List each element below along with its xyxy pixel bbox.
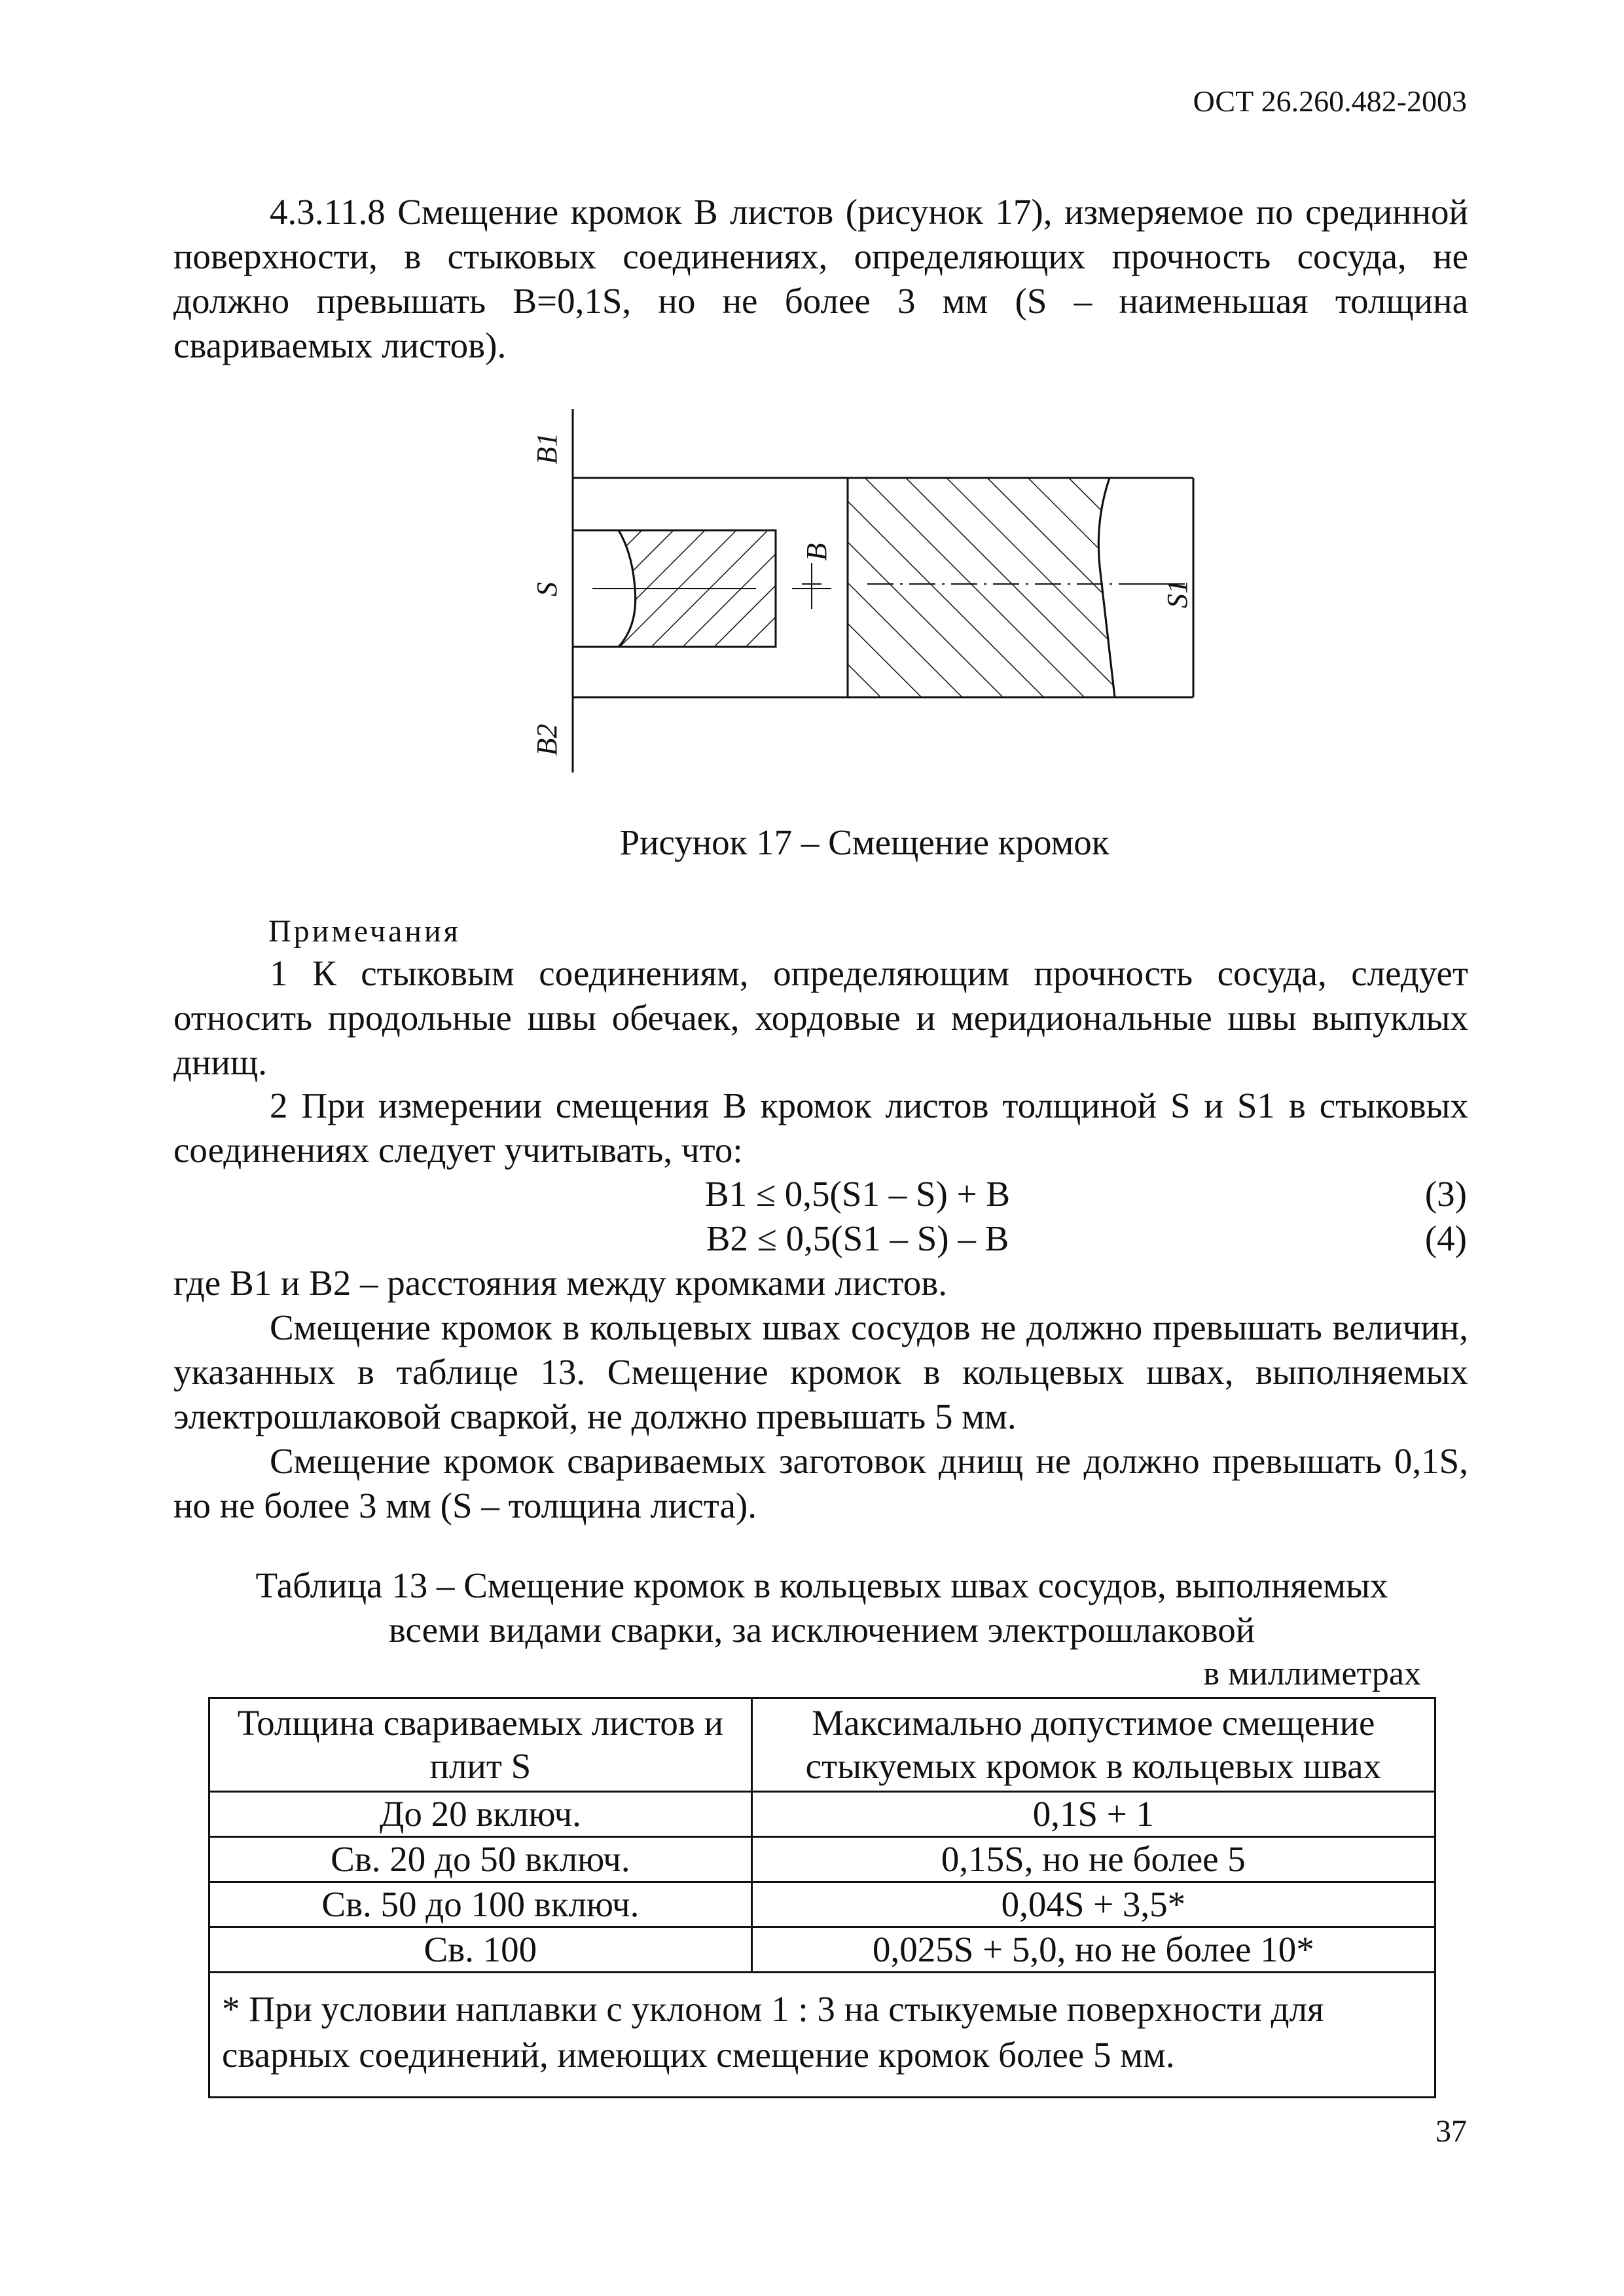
label-s: S	[531, 582, 563, 596]
note-1: 1 К стыковым соединениям, определяющим прочность сосуда, следует относить продольные швы обечаек, хордовые и меридиональные швы выпуклых днищ.	[173, 953, 1468, 1082]
table-13	[208, 1697, 1436, 2098]
cell-offset: 0,15S, но не более 5	[751, 1837, 1435, 1882]
formula-3: B1 ≤ 0,5(S1 – S) + B	[704, 1174, 1011, 1214]
table-caption-line-2: всеми видами сварки, за исключением электрошлаковой	[388, 1610, 1255, 1650]
figure-caption: Рисунок 17 – Смещение кромок	[619, 822, 1110, 862]
cell-thickness: Св. 100	[209, 1927, 752, 1973]
header-max-offset: Максимально допустимое смещение стыкуемых кромок в кольцевых швах	[751, 1698, 1435, 1792]
cell-thickness: До 20 включ.	[209, 1792, 752, 1837]
table-row	[209, 1792, 1435, 1837]
table-row	[209, 1882, 1435, 1927]
formula-4-number: (4)	[1424, 1218, 1467, 1258]
right-plate-section	[848, 478, 1115, 697]
paragraph-circular-seams: Смещение кромок в кольцевых швах сосудов не должно превышать величин, указанных в таблице 13. Смещение кромок в кольцевых швах, выполняемых электрошлаковой сваркой, не должно превышать 5 мм.	[173, 1307, 1468, 1436]
edge-offset-drawing	[511, 409, 1218, 795]
table-units: в миллиметрах	[1203, 1655, 1421, 1692]
cell-offset: 0,04S + 3,5*	[751, 1882, 1435, 1927]
where-line: где B1 и B2 – расстояния между кромками листов.	[173, 1263, 948, 1303]
table-caption-line-1: Таблица 13 – Смещение кромок в кольцевых швах сосудов, выполняемых	[255, 1565, 1388, 1605]
cell-offset: 0,1S + 1	[751, 1792, 1435, 1837]
cell-offset: 0,025S + 5,0, но не более 10*	[751, 1927, 1435, 1973]
formula-3-number: (3)	[1424, 1174, 1467, 1214]
label-b1: B1	[531, 432, 563, 465]
label-b: B	[801, 543, 833, 561]
cell-thickness: Св. 20 до 50 включ.	[209, 1837, 752, 1882]
figure-17	[511, 409, 1218, 795]
notes-heading: Примечания	[268, 914, 461, 949]
table-row	[209, 1927, 1435, 1973]
note-2: 2 При измерении смещения B кромок листов толщиной S и S1 в стыковых соединениях следует учитывать, что:	[173, 1085, 1468, 1170]
table-footnote-row	[209, 1973, 1435, 2098]
paragraph-4-3-11-8: 4.3.11.8 Смещение кромок B листов (рисунок 17), измеряемое по срединной поверхности, в стыковых соединениях, определяющих прочность сосуда, не должно превышать B=0,1S, но не более 3 мм (S – наименьшая толщина свариваемых листов).	[173, 192, 1468, 365]
formula-4: B2 ≤ 0,5(S1 – S) – B	[706, 1218, 1009, 1258]
page-number: 37	[1435, 2114, 1467, 2149]
table-header-row	[209, 1698, 1435, 1792]
cell-thickness: Св. 50 до 100 включ.	[209, 1882, 752, 1927]
header-thickness: Толщина свариваемых листов и плит S	[209, 1698, 752, 1792]
document-code: ОСТ 26.260.482-2003	[1193, 84, 1467, 118]
label-s1: S1	[1161, 579, 1193, 608]
label-b2: B2	[531, 723, 563, 756]
paragraph-head-blanks: Смещение кромок свариваемых заготовок днищ не должно превышать 0,1S, но не более 3 мм (S – толщина листа).	[173, 1441, 1468, 1525]
table-footnote: * При условии наплавки с уклоном 1 : 3 на стыкуемые поверхности для сварных соединений, имеющих смещение кромок более 5 мм.	[209, 1973, 1435, 2098]
table-row	[209, 1837, 1435, 1882]
